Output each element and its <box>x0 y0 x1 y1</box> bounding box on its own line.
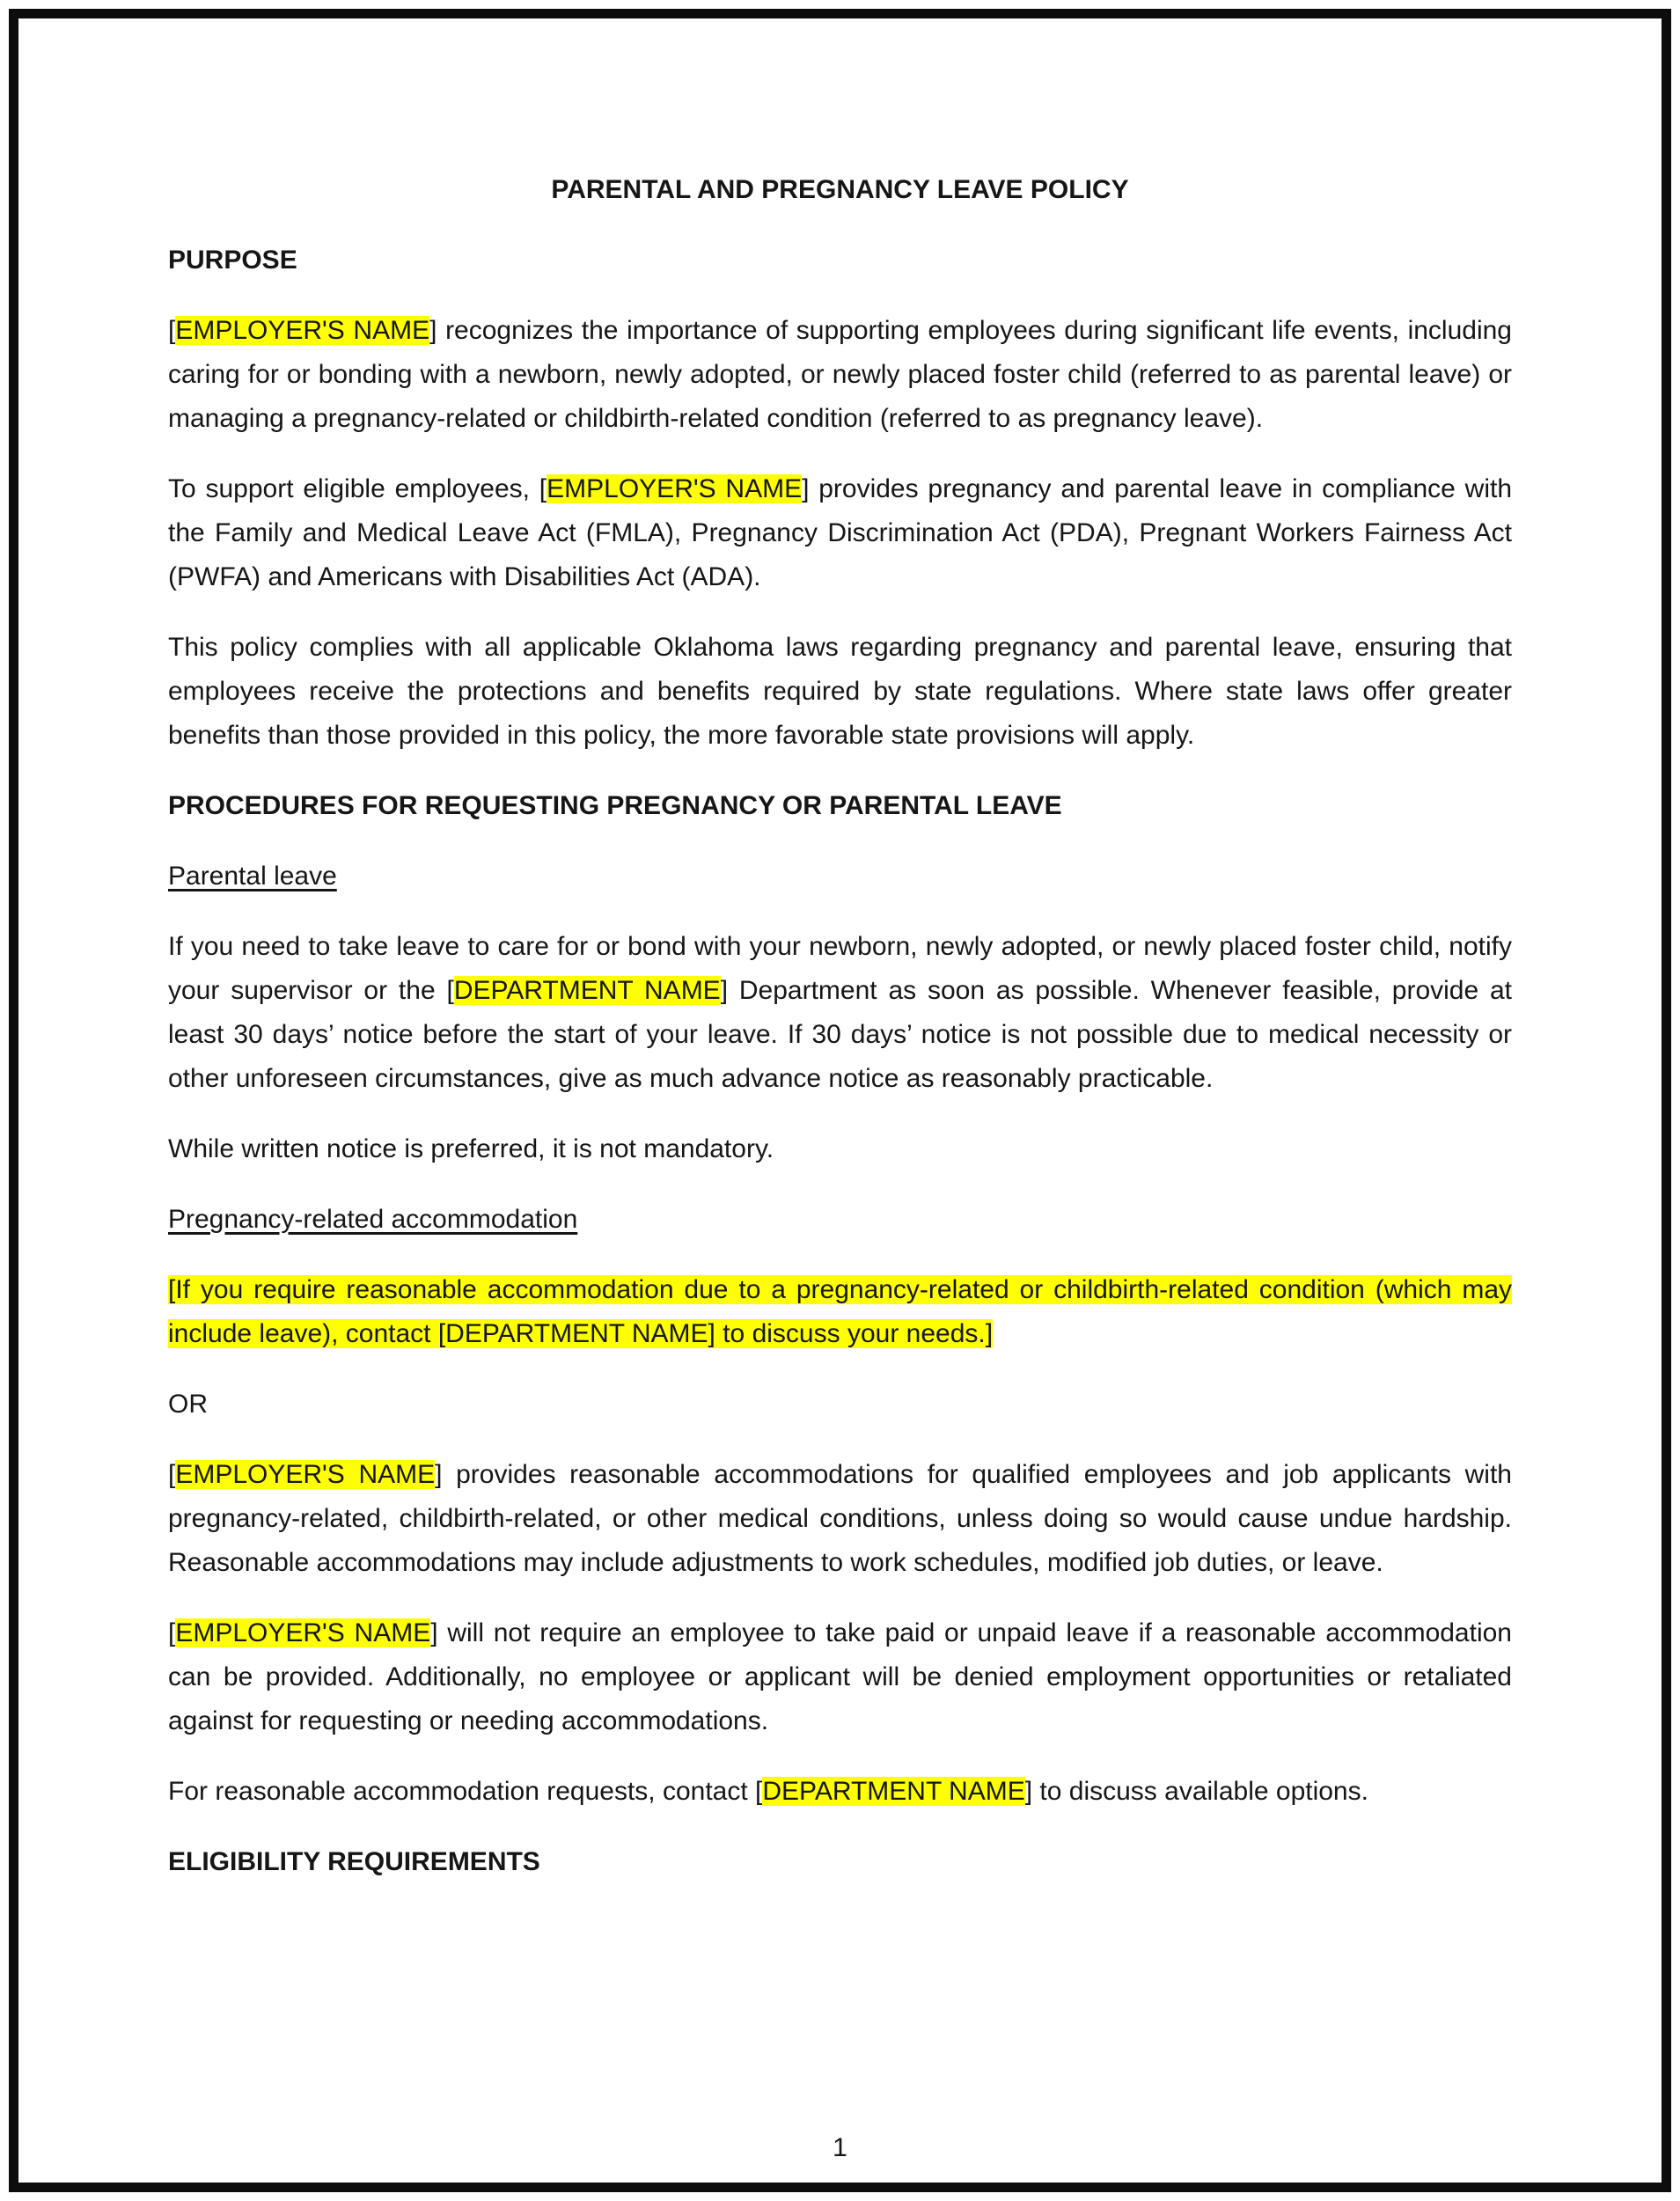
placeholder-highlight: DEPARTMENT NAME <box>762 1777 1025 1806</box>
text-run: ] will not require an employee to take paid or unpaid leave if a reasonable accommodation can be provided. Additionally, no employee or applicant will be denied employment opportunities or retaliated against for requesting or needing accommodations. <box>168 1618 1512 1735</box>
heading-procedures: PROCEDURES FOR REQUESTING PREGNANCY OR PARENTAL LEAVE <box>168 791 1062 820</box>
heading-purpose: PURPOSE <box>168 246 297 275</box>
page-number: 1 <box>833 2133 847 2162</box>
paragraph-or <box>168 1383 1512 1427</box>
text-run: To support eligible employees, [ <box>168 474 547 503</box>
subheading-pregnancy-accommodation: Pregnancy-related accommodation <box>168 1205 578 1234</box>
placeholder-highlight: [If you require reasonable accommodation due to a pregnancy-related or childbirth-related condition (which may include leave), contact [DEPARTMENT NAME] to discuss your needs.] <box>168 1275 1512 1348</box>
text-run: While written notice is preferred, it is not mandatory. <box>168 1134 774 1163</box>
document-title: PARENTAL AND PREGNANCY LEAVE POLICY <box>551 175 1129 204</box>
text-run: ] Department as soon as possible. Whenever feasible, provide at least 30 days’ notice before the start of your leave. If 30 days’ notice is not possible due to medical necessity or other unforeseen circumstances, give as much advance notice as reasonably practicable. <box>168 976 1513 1093</box>
paragraph-oklahoma-laws <box>168 626 1512 758</box>
paragraph-written-notice <box>168 1127 1512 1171</box>
placeholder-highlight: EMPLOYER'S NAME <box>547 474 803 503</box>
placeholder-highlight: EMPLOYER'S NAME <box>175 1460 436 1489</box>
placeholder-highlight: EMPLOYER'S NAME <box>175 316 430 345</box>
placeholder-highlight: DEPARTMENT NAME <box>453 976 721 1005</box>
text-run: [ <box>168 1618 176 1647</box>
text-run: [ <box>168 316 176 345</box>
heading-eligibility: ELIGIBILITY REQUIREMENTS <box>168 1847 540 1876</box>
text-run: This policy complies with all applicable Oklahoma laws regarding pregnancy and parental leave, ensuring that employees receive the protections and benefits required by state regulations. Where state laws offer greater benefits than those provided in this policy, the more favorable state provisions will apply. <box>168 633 1512 750</box>
subheading-parental-leave: Parental leave <box>168 862 337 891</box>
text-run: OR <box>168 1390 208 1419</box>
text-run: ] provides reasonable accommodations for qualified employees and job applicants with pregnancy-related, childbirth-related, or other medical conditions, unless doing so would cause undue hardship. Reasonable accommodations may include adjustments to work schedules, modified job duties, or leave. <box>168 1460 1512 1577</box>
placeholder-highlight: EMPLOYER'S NAME <box>175 1618 431 1647</box>
paragraph-no-forced-leave <box>168 1611 1512 1743</box>
paragraph-compliance-fmla <box>168 467 1512 599</box>
paragraph-accommodation-highlighted <box>168 1268 1512 1356</box>
text-run: ] provides pregnancy and parental leave in compliance with the Family and Medical Leave Act (FMLA), Pregnancy Discrimination Act (PDA), Pregnant Workers Fairness Act (PWFA) and Americans with Disabilities Act (ADA). <box>168 474 1513 591</box>
text-run: If you need to take leave to care for or bond with your newborn, newly adopted, or newly placed foster child, notify your supervisor or the [ <box>168 932 1512 1005</box>
paragraph-employer-recognizes <box>168 309 1512 441</box>
document-content <box>168 168 1512 1911</box>
text-run: [ <box>168 1460 176 1489</box>
document-page <box>9 9 1671 2192</box>
paragraph-reasonable-accommodations <box>168 1453 1512 1585</box>
text-run: ] to discuss available options. <box>1024 1777 1368 1806</box>
paragraph-accommodation-requests <box>168 1770 1512 1814</box>
text-run: ] recognizes the importance of supporting employees during significant life events, including caring for or bonding with a newborn, newly adopted, or newly placed foster child (referred to as parental leave) or managing a pregnancy-related or childbirth-related condition (referred to as pregnancy leave). <box>168 316 1512 433</box>
text-run: For reasonable accommodation requests, contact [ <box>168 1777 763 1806</box>
paragraph-parental-leave-notice <box>168 925 1512 1101</box>
